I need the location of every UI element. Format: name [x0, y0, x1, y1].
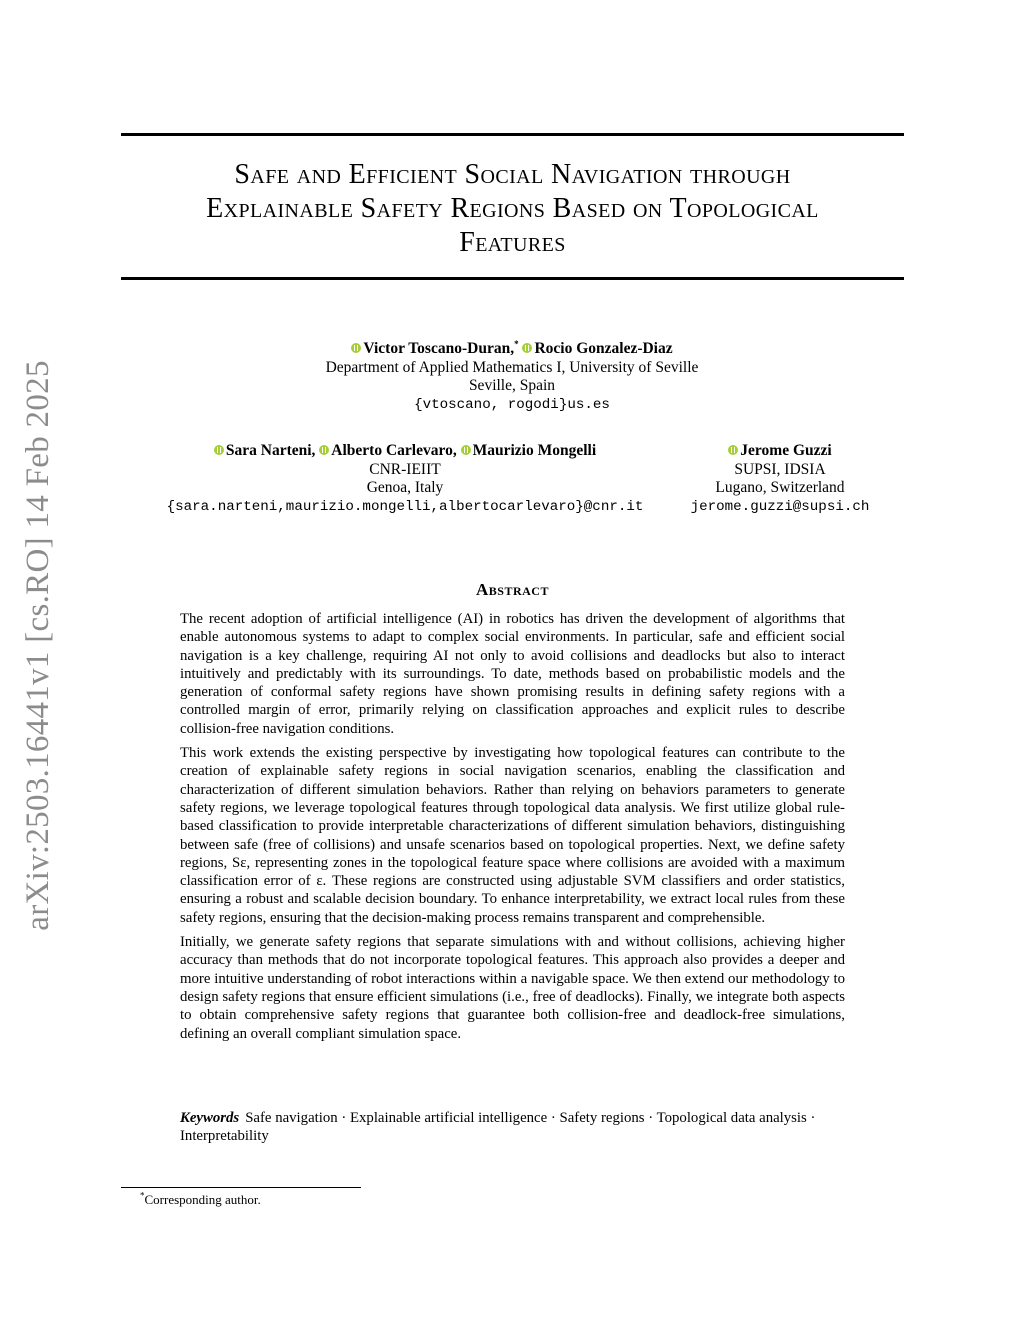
author-names — [680, 442, 880, 461]
paper-title — [121, 158, 904, 260]
corresponding-mark: * — [514, 338, 519, 349]
author-name: Victor Toscano-Duran, — [363, 340, 515, 357]
orcid-icon[interactable] — [461, 445, 471, 455]
email: {sara.narteni,maurizio.mongelli,albertocarlevaro}@cnr.it — [166, 498, 644, 515]
footnote — [140, 1192, 261, 1208]
orcid-icon[interactable] — [522, 343, 532, 353]
arxiv-stamp — [8, 350, 68, 940]
location: Lugano, Switzerland — [715, 479, 845, 496]
email: {vtoscano, rogodi}us.es — [414, 396, 610, 413]
footnote-text: Corresponding author. — [144, 1192, 261, 1207]
author-block-lugano — [680, 442, 880, 516]
email: jerome.guzzi@supsi.ch — [690, 498, 870, 515]
title-bottom-rule — [121, 277, 904, 280]
abstract-paragraph: The recent adoption of artificial intelligence (AI) in robotics has driven the development of algorithms that enable autonomous systems to adapt to complex social environments. In particular, safe and efficient social navigation is a key challenge, requiring AI not only to avoid collisions and deadlocks but also to interact intuitively and predictably with its surroundings. To date, methods based on probabilistic models and the generation of conformal safety regions have shown promising results in defining safety regions with a controlled margin of error, primarily relying on classification approaches and explicit rules to describe collision-free navigation conditions. — [180, 611, 845, 737]
author-name: Maurizio Mongelli — [472, 442, 597, 459]
orcid-icon[interactable] — [319, 445, 329, 455]
location: Seville, Spain — [468, 377, 556, 394]
abstract-body — [180, 610, 845, 1049]
arxiv-stamp-text: arXiv:2503.16441v1 [cs.RO] 14 Feb 2025 — [19, 359, 56, 931]
orcid-icon[interactable] — [214, 445, 224, 455]
keywords-text: Safe navigation · Explainable artificial intelligence · Safety regions · Topological data analysis · Interpretability — [180, 1110, 816, 1145]
author-name: Alberto Carlevaro, — [331, 442, 457, 459]
abstract-paragraph: This work extends the existing perspective by investigating how topological features can contribute to the creation of explainable safety regions in social navigation scenarios, enabling the classification and characterization of different simulation behaviors. Rather than relying on behaviors parameters to generate safety regions, we leverage topological features through topological data analysis. We first utilize global rule-based classification to provide interpretable characterizations of different simulation behaviors, distinguishing between safe (free of collisions) and unsafe scenarios based on topological properties. Next, we define safety regions, Sε, representing zones in the topological feature space where collisions are avoided with a maximum classification error of ε. These regions are constructed using adjustable SVM classifiers and order statistics, ensuring a robust and scalable decision boundary. To enhance interpretability, we extract local rules from these safety regions, ensuring that the decision-making process remains transparent and comprehensible. — [180, 745, 845, 926]
title-line-1: Safe and Efficient Social Navigation through — [234, 159, 791, 190]
author-names — [150, 442, 660, 461]
author-names — [200, 340, 824, 359]
location: Genoa, Italy — [366, 479, 444, 496]
footnote-rule — [121, 1187, 361, 1188]
orcid-icon[interactable] — [728, 445, 738, 455]
keywords-label: Keywords — [180, 1110, 240, 1126]
abstract-heading: Abstract — [476, 580, 549, 599]
title-top-rule — [121, 133, 904, 136]
title-line-2: Explainable Safety Regions Based on Topological — [206, 193, 819, 224]
affiliation: SUPSI, IDSIA — [734, 460, 826, 478]
keywords — [180, 1109, 845, 1146]
title-line-3: Features — [459, 227, 566, 258]
orcid-icon[interactable] — [351, 343, 361, 353]
author-name: Jerome Guzzi — [740, 442, 832, 459]
author-block-seville — [200, 340, 824, 414]
footnote-mark: * — [140, 1190, 145, 1201]
affiliation: Department of Applied Mathematics I, University of Seville — [325, 358, 699, 376]
abstract-paragraph: Initially, we generate safety regions that separate simulations with and without collisions, achieving higher accuracy than methods that do not incorporate topological features. This approach also provides a deeper and more intuitive understanding of robot interactions within a navigable space. We then extend our methodology to design safety regions that ensure efficient simulations (i.e., free of deadlocks). Finally, we integrate both aspects to obtain comprehensive safety regions that guarantee both collision-free and deadlock-free simulations, defining an overall compliant simulation space. — [180, 934, 845, 1042]
affiliation: CNR-IEIIT — [369, 460, 441, 478]
author-name: Sara Narteni, — [225, 442, 316, 459]
author-block-genoa — [150, 442, 660, 516]
author-name: Rocio Gonzalez-Diaz — [534, 340, 673, 357]
